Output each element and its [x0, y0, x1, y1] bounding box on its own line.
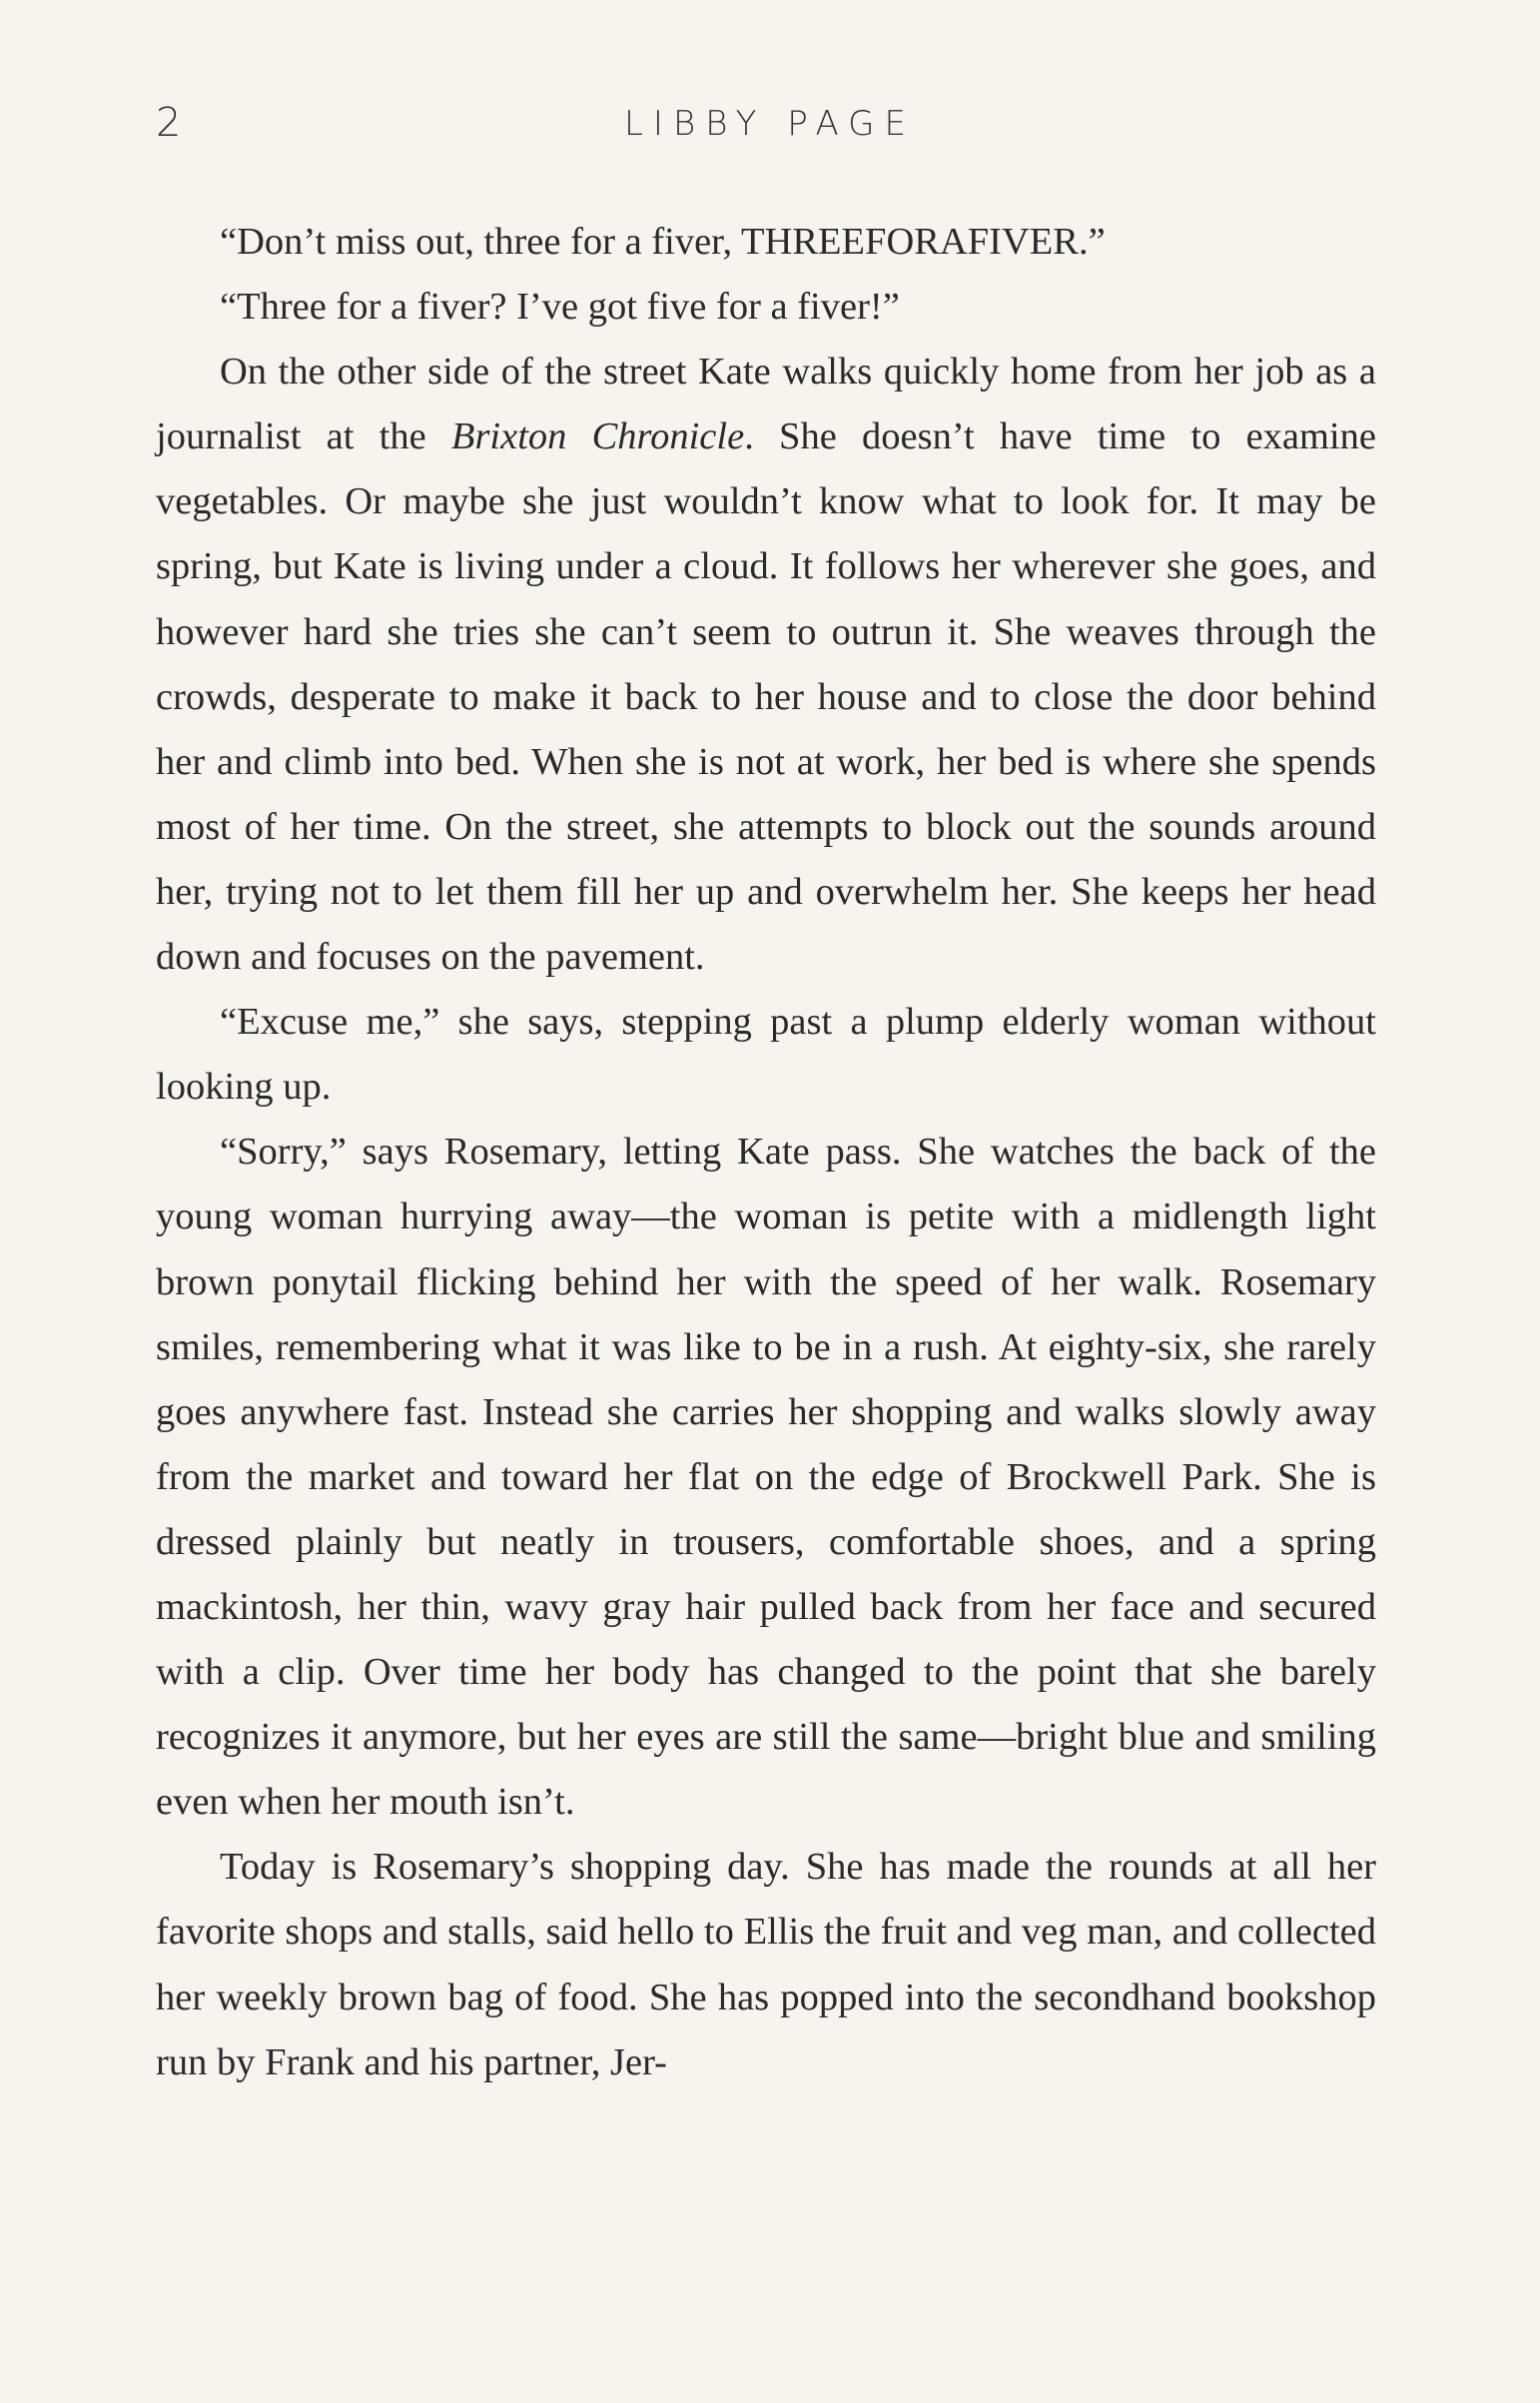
paragraph — [156, 340, 1376, 990]
body-text — [156, 210, 1376, 2095]
page-number: 2 — [156, 100, 182, 146]
paragraph: “Excuse me,” she says, stepping past a plump elderly woman without looking up. — [156, 1001, 1376, 1109]
paragraph: “Three for a fiver? I’ve got five for a fiver!” — [220, 286, 900, 329]
paragraph-text: On the other side of the street Kate walks quickly home from her job as a journalist at the — [156, 351, 1376, 458]
paragraph: Today is Rosemary’s shopping day. She has made the rounds at all her favorite shops and stalls, said hello to Ellis the fruit and veg man, and collected her weekly brown bag of food. She has popped into the secondhand bookshop run by Frank and his partner, Jer- — [156, 1846, 1376, 2083]
paragraph: “Don’t miss out, three for a fiver, THREEFORAFIVER.” — [220, 221, 1106, 263]
paragraph: “Sorry,” says Rosemary, letting Kate pass. She watches the back of the young woman hurrying away—the woman is petite with a midlength light brown ponytail flicking behind her with the speed of her walk. Rosemary smiles, remembering what it was like to be in a rush. At eighty-six, she rarely goes anywhere fast. Instead she carries her shopping and walks slowly away from the market and toward her flat on the edge of Brockwell Park. She is dressed plainly but neatly in trousers, comfortable shoes, and a spring mackintosh, her thin, wavy gray hair pulled back from her face and secured with a clip. Over time her body has changed to the point that she barely recognizes it anymore, but her eyes are still the same—bright blue and smiling even when her mouth isn’t. — [156, 1131, 1376, 1824]
publication-title: Brixton Chronicle — [450, 415, 745, 458]
running-header-author: LIBBY PAGE — [623, 104, 917, 144]
paragraph-text: . She doesn’t have time to examine vegetables. Or maybe she just wouldn’t know what to look for. It may be spring, but Kate is living under a cloud. It follows her wherever she goes, and however hard she tries she can’t seem to outrun it. She weaves through the crowds, desperate to make it back to her house and to close the door behind her and climb into bed. When she is not at work, her bed is where she spends most of her time. On the street, she attempts to block out the sounds around her, trying not to let them fill her up and overwhelm her. She keeps her head down and focuses on the pavement. — [156, 415, 1376, 979]
